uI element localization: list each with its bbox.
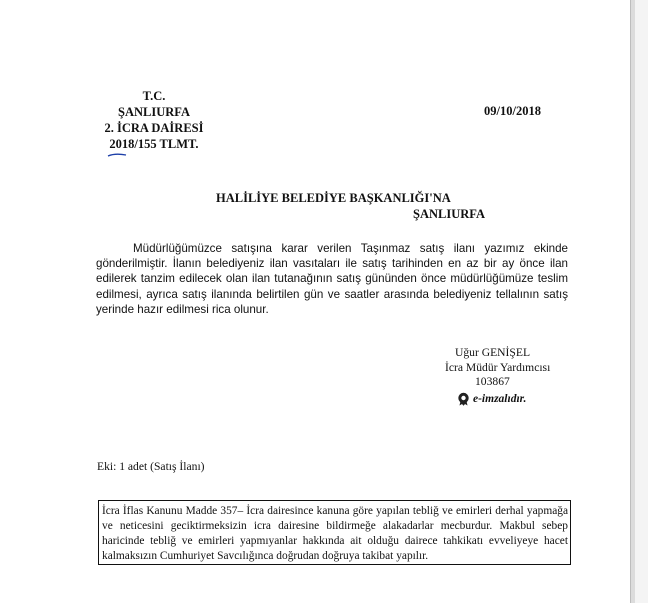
signer-title: İcra Müdür Yardımcısı	[445, 360, 551, 374]
recipient-city: ŞANLIURFA	[413, 207, 485, 221]
file-number: 2018/155 TLMT.	[109, 136, 198, 152]
e-signature-mark	[457, 392, 526, 406]
window-right-edge	[630, 0, 648, 603]
seal-icon	[457, 392, 470, 406]
document-date: 09/10/2018	[484, 104, 541, 118]
e-signature-label: e-imzalıdır.	[473, 393, 527, 405]
body-paragraph: Müdürlüğümüzce satışına karar verilen Taşınmaz satış ilanı yazımız ekinde gönderilmiştir. İlanın belediyeniz ilan vasıtaları ile satış tarihinden en az bir ay önce ilan edilerek tanzim edilecek olan ilan tutanağının satış gününden önce müdürlüğümüze teslim edilmesi, ayrıca satış ilanında belirtilen gün ve saatler arasında belediyeniz tellalının satış yerinde hazır edilmesi rica olunur.	[96, 242, 568, 316]
recipient-block	[216, 191, 485, 222]
issuing-office	[98, 88, 210, 152]
org-line-city: ŞANLIURFA	[118, 105, 190, 119]
attachment-note: Eki: 1 adet (Satış İlanı)	[97, 460, 205, 473]
legal-notice-box	[98, 500, 571, 565]
org-line-country: T.C.	[142, 89, 166, 103]
org-line-office: 2. İCRA DAİRESİ	[104, 121, 204, 135]
legal-notice-text: İcra İflas Kanunu Madde 357– İcra dairesince kanuna göre yapılan tebliğ ve emirleri derhal yapmağa ve neticesini geciktirmeksizin icra dairesine bildirmeğe alakadarlar mecburdur. Makbul sebep haricinde tebliğ ve emirleri yapmıyanlar hakkında ait olduğu dairece tahkikatı evveliyeye hacet kalmaksızın Cumhuriyet Savcılığınca doğrudan doğruya takibat yapılır.	[102, 505, 568, 563]
signature-block	[445, 346, 550, 390]
pen-underline-mark	[107, 152, 127, 158]
signer-name: Uğur GENİŞEL	[455, 346, 531, 359]
recipient-name: HALİLİYE BELEDİYE BAŞKANLIĞI'NA	[216, 191, 451, 205]
signer-number: 103867	[475, 375, 510, 388]
letter-body	[96, 241, 568, 317]
